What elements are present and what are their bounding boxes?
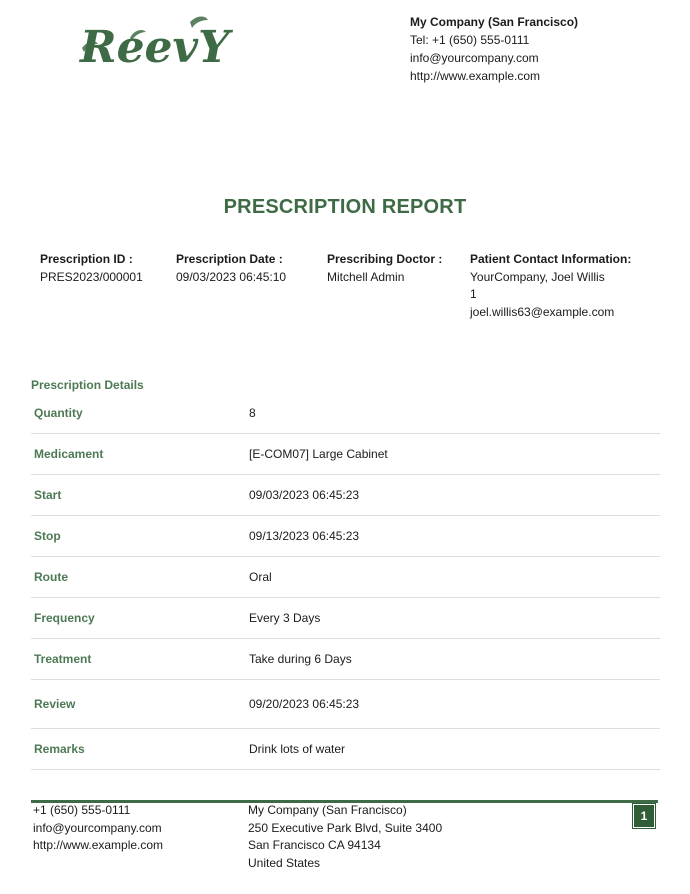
page-number-badge: 1 xyxy=(633,804,655,828)
row-label: Review xyxy=(34,697,76,711)
prescription-details-title: Prescription Details xyxy=(31,378,144,392)
table-row xyxy=(31,729,660,770)
row-value: 09/03/2023 06:45:23 xyxy=(249,488,360,502)
table-row xyxy=(31,475,660,516)
row-label: Medicament xyxy=(34,447,104,461)
doctor-value: Mitchell Admin xyxy=(327,269,405,284)
table-row xyxy=(31,598,660,639)
prescription-id-block xyxy=(40,251,143,286)
row-label: Quantity xyxy=(34,406,83,420)
prescription-details-table xyxy=(31,393,660,770)
prescription-id-value: PRES2023/000001 xyxy=(40,269,143,284)
patient-contact-label: Patient Contact Information: xyxy=(470,252,632,266)
footer-street: 250 Executive Park Blvd, Suite 3400 xyxy=(248,820,443,835)
doctor-block xyxy=(327,251,442,286)
table-row xyxy=(31,393,660,434)
table-row xyxy=(31,434,660,475)
table-row xyxy=(31,516,660,557)
footer-company: My Company (San Francisco) xyxy=(248,803,407,817)
prescription-id-label: Prescription ID : xyxy=(40,252,133,266)
row-label: Stop xyxy=(34,529,61,543)
patient-email: joel.willis63@example.com xyxy=(470,304,615,319)
patient-contact-block xyxy=(470,251,631,321)
company-tel: Tel: +1 (650) 555-0111 xyxy=(410,33,530,47)
row-value: 09/20/2023 06:45:23 xyxy=(249,697,360,711)
row-value: Take during 6 Days xyxy=(249,652,352,666)
footer-phone: +1 (650) 555-0111 xyxy=(33,803,131,817)
report-title: PRESCRIPTION REPORT xyxy=(223,196,467,218)
row-value: Drink lots of water xyxy=(249,742,346,756)
logo-text: ReevY xyxy=(80,22,230,73)
patient-name: YourCompany, Joel Willis xyxy=(470,269,605,284)
patient-line2: 1 xyxy=(470,287,477,301)
footer-city: San Francisco CA 94134 xyxy=(248,838,381,852)
row-label: Start xyxy=(34,488,62,502)
company-email: info@yourcompany.com xyxy=(410,51,539,65)
row-label: Route xyxy=(34,570,68,584)
footer-contact xyxy=(33,802,163,855)
footer-address xyxy=(248,802,442,872)
table-row xyxy=(31,639,660,680)
row-value: 8 xyxy=(249,406,256,420)
prescription-date-value: 09/03/2023 06:45:10 xyxy=(176,269,287,284)
company-name: My Company (San Francisco) xyxy=(410,15,579,29)
row-label: Frequency xyxy=(34,611,95,625)
footer-website: http://www.example.com xyxy=(33,838,164,852)
row-value: Oral xyxy=(249,570,272,584)
row-value: [E-COM07] Large Cabinet xyxy=(249,447,388,461)
company-website: http://www.example.com xyxy=(410,69,541,83)
row-value: 09/13/2023 06:45:23 xyxy=(249,529,360,543)
prescription-date-label: Prescription Date : xyxy=(176,252,283,266)
table-row xyxy=(31,680,660,729)
footer-email: info@yourcompany.com xyxy=(33,820,162,835)
footer-country: United States xyxy=(248,855,321,870)
table-row xyxy=(31,557,660,598)
row-label: Treatment xyxy=(34,652,92,666)
row-value: Every 3 Days xyxy=(249,611,321,625)
row-label: Remarks xyxy=(34,742,85,756)
doctor-label: Prescribing Doctor : xyxy=(327,252,443,266)
company-logo xyxy=(78,10,230,73)
company-header-info xyxy=(410,13,578,85)
prescription-date-block xyxy=(176,251,286,286)
